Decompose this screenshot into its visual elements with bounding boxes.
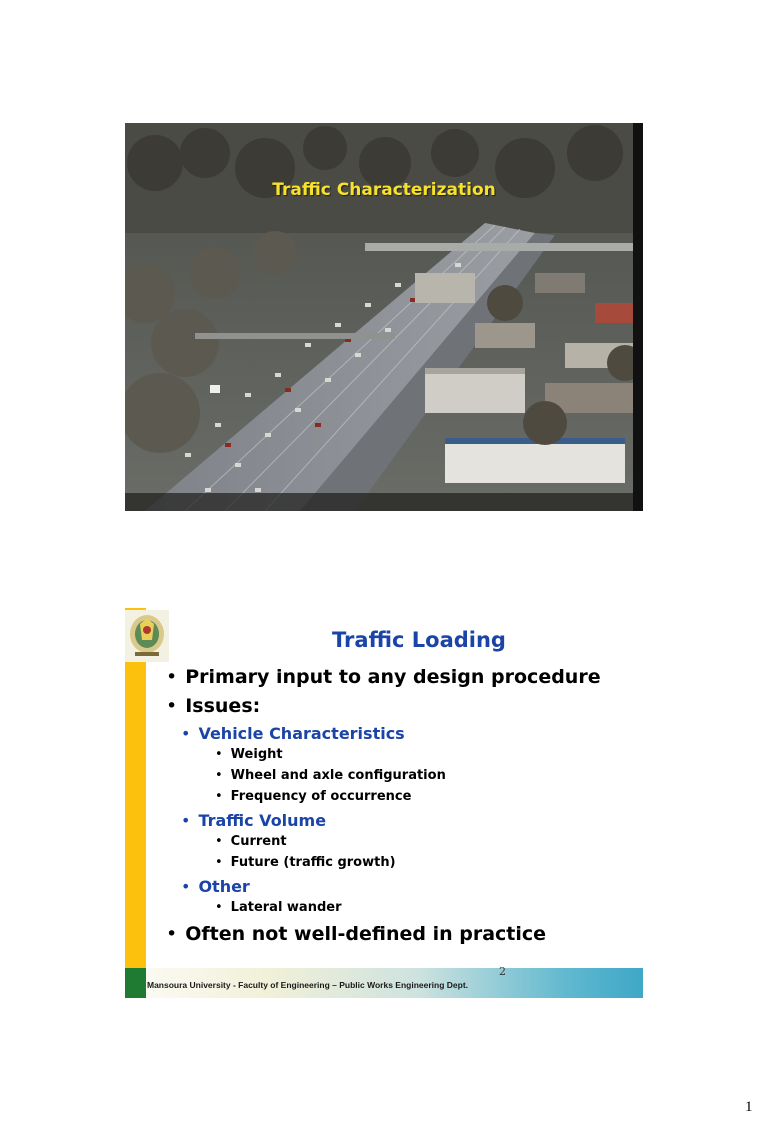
- bullet-marker: •: [166, 695, 178, 717]
- footer-accent: [125, 968, 146, 998]
- bullet-traffic-volume: • Traffic Volume: [181, 811, 327, 830]
- bullet-not-well-defined: • Often not well-defined in practice: [166, 923, 547, 945]
- bullet-current: • Current: [215, 834, 287, 849]
- bullet-wheel-axle: • Wheel and axle configuration: [215, 768, 446, 783]
- page-number: 1: [745, 1099, 753, 1115]
- bullet-issues: • Issues:: [166, 695, 261, 717]
- bullet-marker: •: [166, 666, 178, 688]
- bullet-lateral-wander: • Lateral wander: [215, 900, 342, 915]
- bullet-marker: •: [215, 855, 223, 870]
- bullet-marker: •: [215, 768, 223, 783]
- sidebar-accent: [125, 608, 146, 968]
- bullet-marker: •: [215, 789, 223, 804]
- slide-2-title: Traffic Loading: [332, 628, 506, 652]
- bullet-marker: •: [215, 747, 223, 762]
- bullet-frequency: • Frequency of occurrence: [215, 789, 412, 804]
- bullet-marker: •: [181, 811, 191, 830]
- bullet-other: • Other: [181, 877, 250, 896]
- bullet-future: • Future (traffic growth): [215, 855, 396, 870]
- slide-1: [125, 123, 643, 511]
- footer-text: Mansoura University - Faculty of Engineering – Public Works Engineering Dept.: [147, 980, 469, 990]
- slide-2: [125, 608, 643, 998]
- bullet-marker: •: [215, 834, 223, 849]
- bullet-marker: •: [166, 923, 178, 945]
- slide-number: 2: [499, 965, 506, 978]
- bullet-primary-input: • Primary input to any design procedure: [166, 666, 601, 688]
- bullet-weight: • Weight: [215, 747, 283, 762]
- bullet-marker: •: [181, 724, 191, 743]
- bullet-marker: •: [181, 877, 191, 896]
- university-logo: [125, 610, 169, 662]
- bullet-vehicle-characteristics: • Vehicle Characteristics: [181, 724, 405, 743]
- bullet-marker: •: [215, 900, 223, 915]
- slide-1-title: Traffic Characterization: [272, 180, 496, 200]
